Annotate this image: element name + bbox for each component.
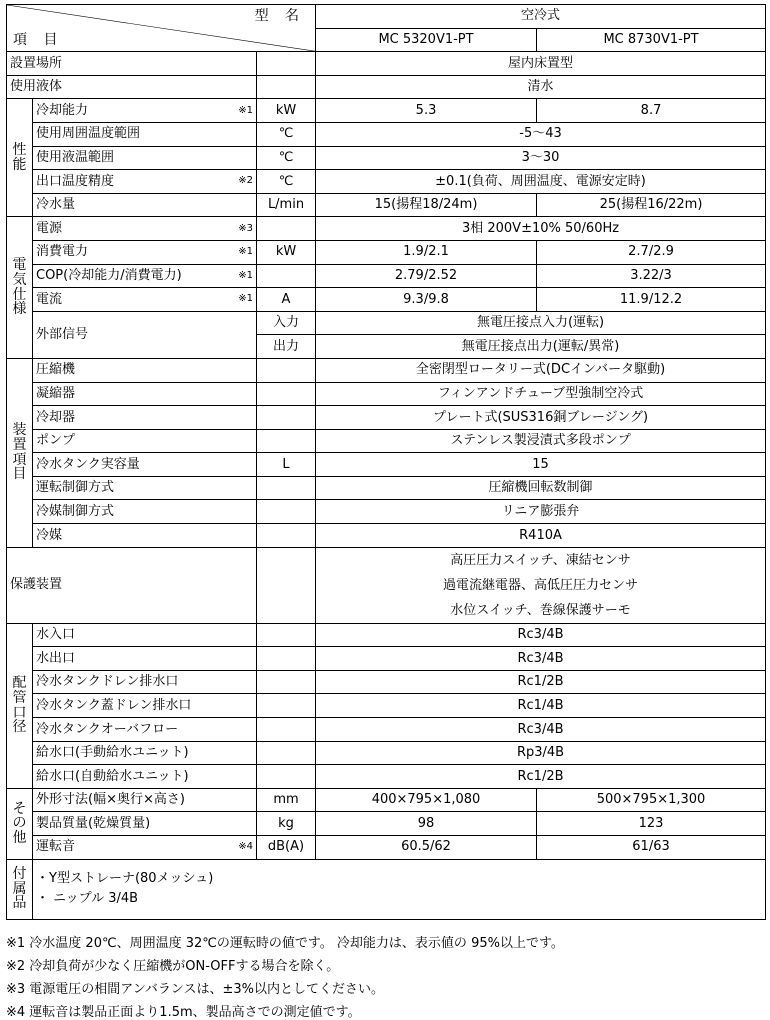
unit-cell [257,623,316,647]
signal-output-label: 出力 [257,335,316,359]
row-label: 設置場所 [7,52,257,76]
footnote-3: ※3 電源電圧の相間アンバランスは、±3%以内としてください。 [6,982,384,997]
value-model-2: 61/63 [537,836,766,860]
row-label-cell [33,264,257,288]
row-label-cell [33,836,257,860]
spec-row [7,788,766,812]
value-model-2: 8.7 [537,99,766,123]
value-model-1: 9.3/9.8 [316,288,537,312]
unit-cell [257,718,316,742]
row-label: 運転制御方式 [33,476,257,500]
unit-cell [257,358,316,382]
spec-row [7,406,766,430]
row-label: 給水口(手動給水ユニット) [33,741,257,765]
unit-cell [257,765,316,789]
row-value: R410A [316,524,766,548]
spec-row [7,670,766,694]
spec-row [7,146,766,170]
row-label: 冷水タンク実容量 [33,453,257,477]
spec-row [7,859,766,919]
unit-cell: dB(A) [257,836,316,860]
signal-input-value: 無電圧接点入力(運転) [316,311,766,335]
unit-cell: ℃ [257,146,316,170]
unit-cell [257,75,316,99]
row-label: 使用液体 [7,75,257,99]
spec-row [7,765,766,789]
row-value: -5～43 [316,122,766,146]
row-value: プレート式(SUS316銅ブレージング) [316,406,766,430]
footnote-1: ※1 冷水温度 20℃、周囲温度 32℃の運転時の値です。 冷却能力は、表示値の 95%以上です。 [6,936,564,951]
spec-row [7,240,766,264]
unit-cell [257,264,316,288]
row-label: 水出口 [33,647,257,671]
row-value: Rc1/4B [316,694,766,718]
unit-cell: mm [257,788,316,812]
row-label: 圧縮機 [33,358,257,382]
accessory-list [33,859,766,919]
unit-cell [257,476,316,500]
unit-cell [257,406,316,430]
note-mark: ※2 [238,175,253,187]
unit-cell [257,52,316,76]
row-label: 保護装置 [7,547,257,623]
row-label: COP(冷却能力/消費電力) [36,268,182,283]
row-label: 消費電力 [36,244,89,260]
model-heading: 型 名 [254,8,306,24]
note-mark: ※1 [238,293,253,305]
unit-cell [257,741,316,765]
row-label: 外形寸法(幅×奥行×高さ) [33,788,257,812]
value-model-1: 98 [316,812,537,836]
protection-line: 高圧圧力スイッチ、凍結センサ [450,552,631,568]
note-mark: ※3 [238,222,253,234]
row-label: 外部信号 [33,311,257,358]
row-label-cell [33,99,257,123]
row-label: 使用周囲温度範囲 [33,122,257,146]
unit-cell [257,647,316,671]
unit-cell: kW [257,240,316,264]
spec-table [6,4,766,920]
row-value: リニア膨張弁 [316,500,766,524]
note-mark: ※1 [238,245,253,257]
unit-cell [257,382,316,406]
row-label-cell [33,217,257,241]
spec-row [7,718,766,742]
row-label: 運転音 [36,839,76,855]
value-model-1: 15(揚程18/24m) [316,193,537,217]
spec-row [7,358,766,382]
spec-row [7,264,766,288]
row-value: Rc3/4B [316,718,766,742]
value-model-1: 2.79/2.52 [316,264,537,288]
row-label: 冷媒 [33,524,257,548]
row-value: 3～30 [316,146,766,170]
unit-cell: kW [257,99,316,123]
group-accessory: 付属品 [7,859,33,919]
note-mark: ※4 [238,841,253,853]
signal-input-label: 入力 [257,311,316,335]
row-label: 給水口(自動給水ユニット) [33,765,257,789]
row-label: 冷水量 [33,193,257,217]
group-performance: 性能 [7,99,33,217]
group-piping: 配管口径 [7,623,33,788]
row-value: Rp3/4B [316,741,766,765]
signal-output-value: 無電圧接点出力(運転/異常) [316,335,766,359]
row-value: 圧縮機回転数制御 [316,476,766,500]
row-value: フィンアンドチューブ型強制空冷式 [316,382,766,406]
note-mark: ※1 [238,104,253,116]
spec-row [7,382,766,406]
spec-row [7,647,766,671]
protection-values [316,547,766,623]
unit-cell [257,694,316,718]
unit-cell [257,670,316,694]
spec-row [7,524,766,548]
row-label-cell [33,288,257,312]
spec-row [7,122,766,146]
protection-line: 過電流継電器、高低圧圧力センサ [443,577,639,593]
row-label: 凝縮器 [33,382,257,406]
unit-cell [257,217,316,241]
row-value: 15 [316,453,766,477]
spec-row [7,453,766,477]
unit-cell: L [257,453,316,477]
spec-row [7,623,766,647]
unit-cell [257,500,316,524]
spec-row [7,75,766,99]
spec-row [7,288,766,312]
row-value: 清水 [316,75,766,99]
unit-cell: L/min [257,193,316,217]
group-electrical: 電気仕様 [7,217,33,359]
group-other: その他 [7,788,33,859]
spec-row [7,694,766,718]
spec-row [7,812,766,836]
row-value: Rc1/2B [316,670,766,694]
row-label: 冷却器 [33,406,257,430]
row-label: 冷却能力 [36,102,89,118]
row-value: Rc3/4B [316,623,766,647]
unit-cell: A [257,288,316,312]
row-label: 冷媒制御方式 [33,500,257,524]
value-model-2: 25(揚程16/22m) [537,193,766,217]
row-label: 使用液温範囲 [33,146,257,170]
row-label-cell [33,240,257,264]
value-model-1: 5.3 [316,99,537,123]
row-value: Rc1/2B [316,765,766,789]
spec-row [7,311,766,335]
note-mark: ※1 [238,269,253,281]
value-model-2: 2.7/2.9 [537,240,766,264]
row-value: 全密閉型ロータリー式(DCインバータ駆動) [316,358,766,382]
unit-cell: ℃ [257,122,316,146]
row-label: 電流 [36,291,63,307]
spec-row [7,170,766,194]
model-2: MC 8730V1-PT [537,28,766,52]
row-value: Rc3/4B [316,647,766,671]
value-model-1: 1.9/2.1 [316,240,537,264]
group-equipment: 装置項目 [7,358,33,547]
row-label: 冷水タンクドレン排水口 [33,670,257,694]
row-label: 出口温度精度 [36,173,115,189]
spec-row [7,217,766,241]
value-model-2: 500×795×1,300 [537,788,766,812]
model-1: MC 5320V1-PT [316,28,537,52]
row-value: ステンレス製浸漬式多段ポンプ [316,429,766,453]
row-value: ±0.1(負荷、周囲温度、電源安定時) [316,170,766,194]
value-model-1: 60.5/62 [316,836,537,860]
unit-cell: kg [257,812,316,836]
unit-cell [257,547,316,623]
item-heading: 項 目 [13,31,64,48]
row-label: 水入口 [33,623,257,647]
row-label-cell [33,170,257,194]
value-model-2: 11.9/12.2 [537,288,766,312]
spec-row [7,99,766,123]
row-label: 冷水タンク蓋ドレン排水口 [33,694,257,718]
footnote-4: ※4 運転音は製品正面より1.5m、製品高さでの測定値です。 [6,1005,361,1020]
row-label: ポンプ [33,429,257,453]
row-label: 電源 [36,220,63,236]
unit-cell [257,524,316,548]
value-model-2: 3.22/3 [537,264,766,288]
unit-cell: ℃ [257,170,316,194]
accessory-item: ・Y型ストレーナ(80メッシュ) [36,871,214,887]
row-label: 冷水タンクオーバフロー [33,718,257,742]
spec-row [7,193,766,217]
value-model-1: 400×795×1,080 [316,788,537,812]
spec-row [7,429,766,453]
row-value: 屋内床置型 [316,52,766,76]
row-label: 製品質量(乾燥質量) [33,812,257,836]
spec-row [7,547,766,623]
type-heading: 空冷式 [316,5,766,29]
spec-row [7,836,766,860]
row-value: 3相 200V±10% 50/60Hz [316,217,766,241]
spec-row [7,500,766,524]
spec-row [7,741,766,765]
header-row-1 [7,5,766,29]
protection-line: 水位スイッチ、巻線保護サーモ [450,602,631,618]
value-model-2: 123 [537,812,766,836]
accessory-item: ・ ニップル 3/4B [36,891,139,907]
spec-row [7,476,766,500]
footnote-2: ※2 冷却負荷が少なく圧縮機がON-OFFする場合を除く。 [6,959,340,974]
spec-row [7,52,766,76]
unit-cell [257,429,316,453]
header-title-cell [7,5,316,52]
